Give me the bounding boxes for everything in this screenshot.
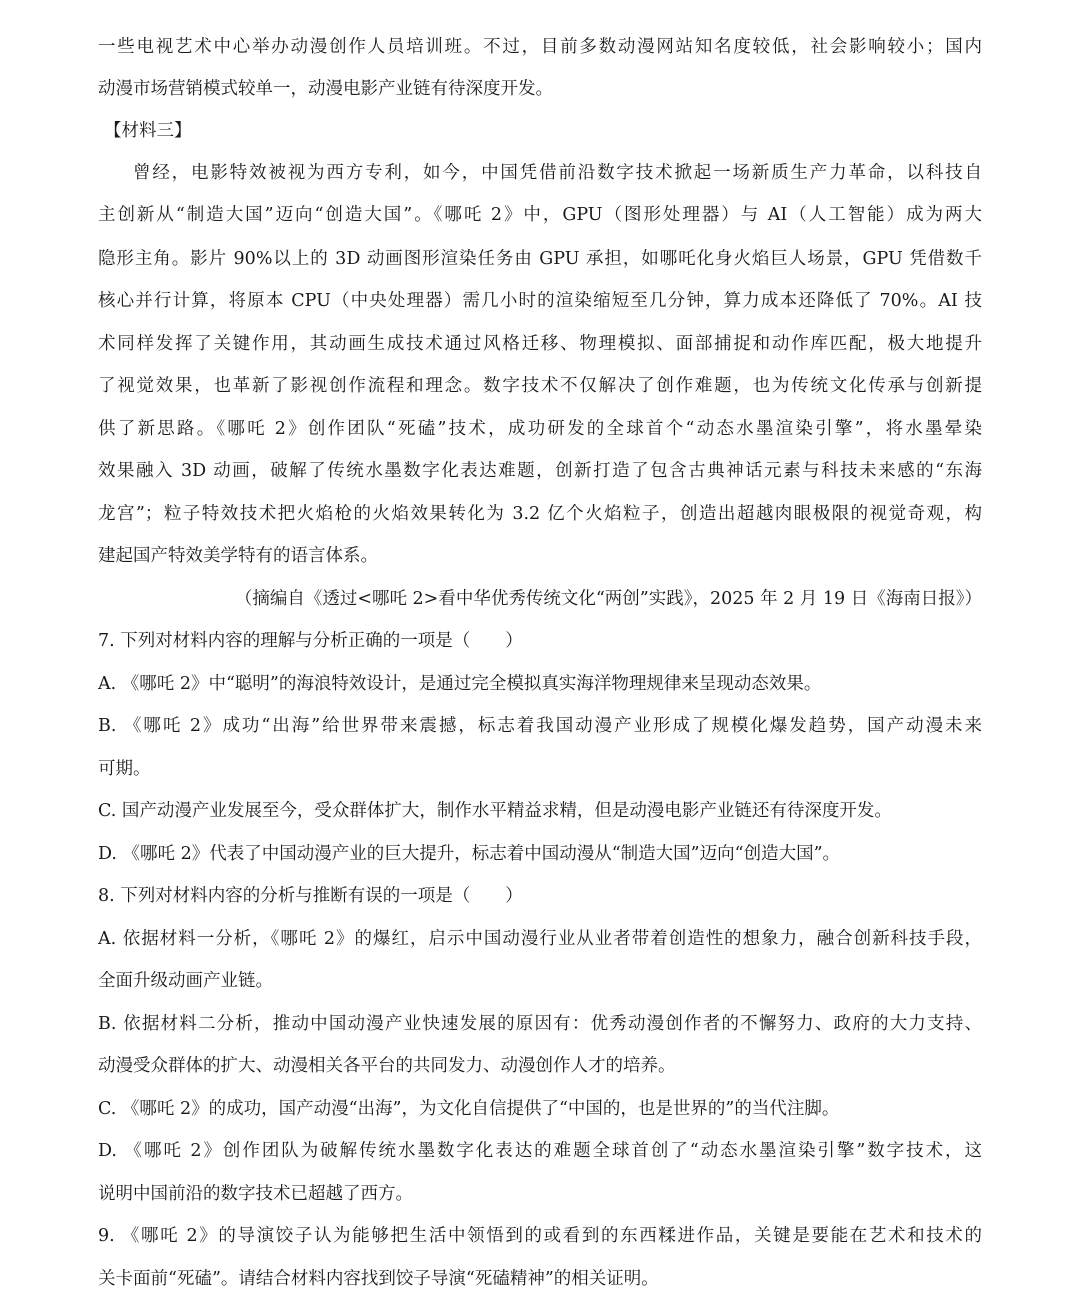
material3-line: 效果融入 3D 动画，破解了传统水墨数字化表达难题，创新打造了包含古典神话元素与科技未来感的“东海 — [98, 461, 982, 481]
material3-line: 龙宫”；粒子特效技术把火焰枪的火焰效果转化为 3.2 亿个火焰粒子，创造出超越肉眼极限的视觉奇观，构 — [98, 504, 982, 524]
material3-line: 了视觉效果，也革新了影视创作流程和理念。数字技术不仅解决了创作难题，也为传统文化传承与创新提 — [98, 376, 982, 396]
material2-line: 一些电视艺术中心举办动漫创作人员培训班。不过，目前多数动漫网站知名度较低，社会影响较小；国内 — [98, 37, 982, 57]
q8-stem: 8. 下列对材料内容的分析与推断有误的一项是（ ） — [98, 886, 523, 906]
q8-option-a: A. 依据材料一分析，《哪吒 2》的爆红，启示中国动漫行业从业者带着创造性的想象力，融合创新科技手段， — [98, 929, 982, 949]
q8-option-b-cont: 动漫受众群体的扩大、动漫相关各平台的共同发力、动漫创作人才的培养。 — [98, 1056, 676, 1076]
q8-option-a-cont: 全面升级动画产业链。 — [98, 971, 273, 991]
q7-option-c: C. 国产动漫产业发展至今，受众群体扩大，制作水平精益求精，但是动漫电影产业链还有待深度开发。 — [98, 801, 892, 821]
q8-option-c: C. 《哪吒 2》的成功，国产动漫“出海”，为文化自信提供了“中国的，也是世界的”的当代注脚。 — [98, 1099, 840, 1119]
material3-line: 核心并行计算，将原本 CPU（中央处理器）需几小时的渲染缩短至几分钟，算力成本还降低了 70%。AI 技 — [98, 291, 982, 311]
q8-option-d-cont: 说明中国前沿的数字技术已超越了西方。 — [98, 1184, 413, 1204]
material3-heading: 【材料三】 — [104, 121, 192, 141]
q7-stem: 7. 下列对材料内容的理解与分析正确的一项是（ ） — [98, 631, 523, 651]
q7-option-a: A. 《哪吒 2》中“聪明”的海浪特效设计，是通过完全模拟真实海洋物理规律来呈现动态效果。 — [98, 674, 822, 694]
q8-option-b: B. 依据材料二分析，推动中国动漫产业快速发展的原因有：优秀动漫创作者的不懈努力、政府的大力支持、 — [98, 1014, 982, 1034]
material3-line: 曾经，电影特效被视为西方专利，如今，中国凭借前沿数字技术掀起一场新质生产力革命，以科技自 — [133, 163, 982, 183]
material3-line: 术同样发挥了关键作用，其动画生成技术通过风格迁移、物理模拟、面部捕捉和动作库匹配，极大地提升 — [98, 334, 982, 354]
material3-line: 供了新思路。《哪吒 2》创作团队“死磕”技术，成功研发的全球首个“动态水墨渲染引擎”，将水墨晕染 — [98, 419, 982, 439]
material3-line: 隐形主角。影片 90%以上的 3D 动画图形渲染任务由 GPU 承担，如哪吒化身火焰巨人场景，GPU 凭借数千 — [98, 249, 982, 269]
q8-option-d: D. 《哪吒 2》创作团队为破解传统水墨数字化表达的难题全球首创了“动态水墨渲染引擎”数字技术，这 — [98, 1141, 982, 1161]
q7-option-d: D. 《哪吒 2》代表了中国动漫产业的巨大提升，标志着中国动漫从“制造大国”迈向“创造大国”。 — [98, 844, 841, 864]
material3-line: 主创新从“制造大国”迈向“创造大国”。《哪吒 2》中，GPU（图形处理器）与 AI（人工智能）成为两大 — [98, 205, 982, 225]
q7-option-b: B. 《哪吒 2》成功“出海”给世界带来震撼，标志着我国动漫产业形成了规模化爆发趋势，国产动漫未来 — [98, 716, 982, 736]
material3-source: （摘编自《透过<哪吒 2>看中华优秀传统文化“两创”实践》，2025 年 2 月 19 日《海南日报》） — [234, 589, 982, 609]
q9-stem-cont: 关卡面前“死磕”。请结合材料内容找到饺子导演“死磕精神”的相关证明。 — [98, 1269, 659, 1289]
q9-stem: 9. 《哪吒 2》的导演饺子认为能够把生活中领悟到的或看到的东西糅进作品，关键是要能在艺术和技术的 — [98, 1226, 982, 1246]
q7-option-b-cont: 可期。 — [98, 759, 151, 779]
material3-line: 建起国产特效美学特有的语言体系。 — [98, 546, 378, 566]
material2-line: 动漫市场营销模式较单一，动漫电影产业链有待深度开发。 — [98, 79, 553, 99]
